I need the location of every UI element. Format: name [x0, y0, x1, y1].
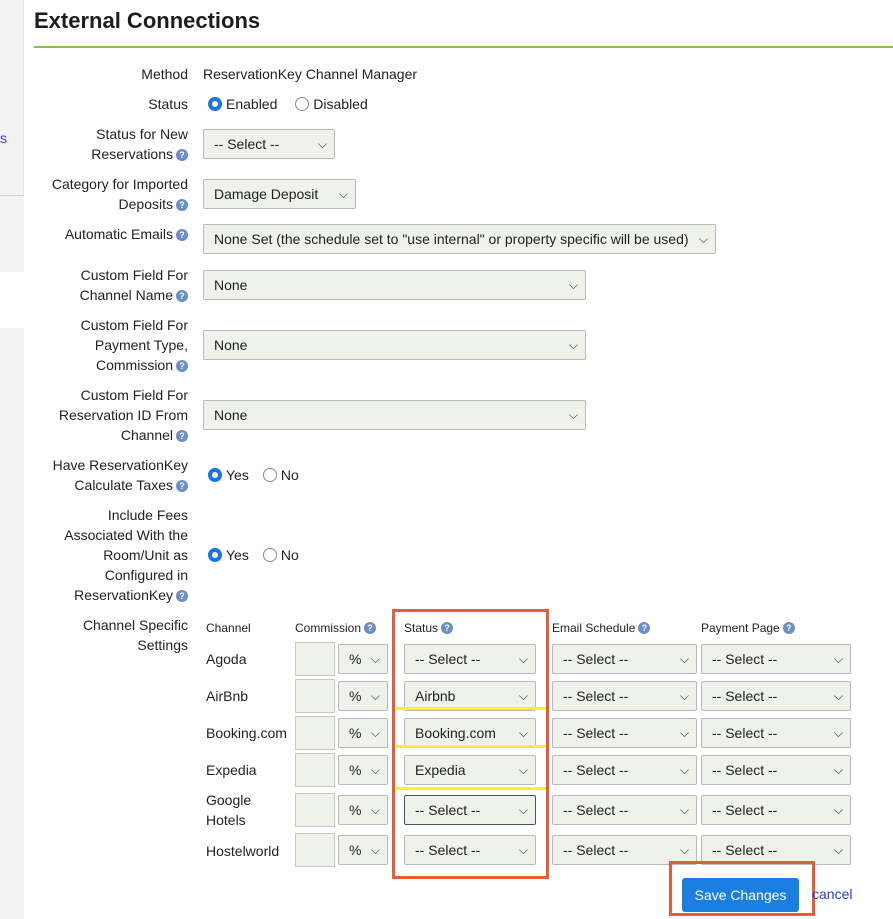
custom-payment-type-select[interactable]: None ⌵ [203, 330, 586, 360]
category-label-line1: Category for Imported [51, 176, 188, 192]
chevron-down-icon: ⌵ [833, 726, 843, 740]
label-line: Associated With the [64, 527, 188, 543]
header-email-schedule: Email Schedule ? [552, 621, 650, 635]
label-line: Settings [137, 637, 188, 653]
chevron-down-icon: ⌵ [698, 232, 708, 246]
calc-taxes-yes-radio[interactable] [208, 468, 222, 482]
header-channel: Channel [206, 621, 251, 635]
sidebar-panel-mid [0, 196, 24, 272]
commission-input[interactable] [295, 642, 335, 676]
help-icon[interactable]: ? [176, 360, 188, 372]
channel-status-select[interactable]: Booking.com ⌵ [404, 718, 536, 748]
channel-name: Expedia [206, 762, 257, 778]
chevron-down-icon: ⌵ [518, 689, 528, 703]
save-changes-button[interactable]: Save Changes [682, 878, 799, 912]
payment-page-select[interactable]: -- Select -- ⌵ [701, 718, 851, 748]
channel-name: Agoda [206, 651, 247, 667]
commission-unit-select[interactable]: % ⌵ [338, 795, 388, 825]
channel-settings-label [83, 615, 188, 655]
sidebar-link[interactable]: s [0, 130, 7, 146]
category-deposits-select[interactable]: Damage Deposit ⌵ [203, 179, 356, 209]
label-line: Custom Field For [80, 387, 188, 403]
email-schedule-select[interactable]: -- Select -- ⌵ [552, 835, 697, 865]
email-schedule-select[interactable]: -- Select -- ⌵ [552, 681, 697, 711]
chevron-down-icon: ⌵ [679, 843, 689, 857]
payment-page-select[interactable]: -- Select -- ⌵ [701, 755, 851, 785]
channel-status-select[interactable]: Expedia ⌵ [404, 755, 536, 785]
chevron-down-icon: ⌵ [317, 137, 327, 151]
chevron-down-icon: ⌵ [370, 803, 380, 817]
page-title: External Connections [34, 8, 261, 33]
channel-name: AirBnb [206, 688, 249, 704]
status-disabled-label[interactable]: Disabled [313, 96, 368, 112]
help-icon[interactable]: ? [638, 622, 650, 634]
payment-page-select[interactable]: -- Select -- ⌵ [701, 795, 851, 825]
cancel-link[interactable]: cancel [812, 886, 853, 902]
chevron-down-icon: ⌵ [338, 187, 348, 201]
label-line: Channel [120, 427, 173, 443]
label-line: Room/Unit as [103, 547, 188, 563]
custom-channel-name-label [80, 265, 188, 305]
chevron-down-icon: ⌵ [370, 689, 380, 703]
commission-unit-select[interactable]: % ⌵ [338, 835, 388, 865]
email-schedule-select[interactable]: -- Select -- ⌵ [552, 644, 697, 674]
chevron-down-icon: ⌵ [833, 689, 843, 703]
status-enabled-label[interactable]: Enabled [226, 96, 278, 112]
channel-status-select[interactable]: -- Select -- ⌵ [404, 795, 536, 825]
category-deposits-label [52, 174, 188, 214]
chevron-down-icon: ⌵ [833, 843, 843, 857]
help-icon[interactable]: ? [176, 290, 188, 302]
help-icon[interactable]: ? [783, 622, 795, 634]
chevron-down-icon: ⌵ [568, 278, 578, 292]
status-new-label-line2: Reservations [91, 146, 173, 162]
help-icon[interactable]: ? [176, 199, 188, 211]
help-icon[interactable]: ? [176, 229, 188, 241]
status-new-label-line1: Status for New [96, 126, 188, 142]
help-icon[interactable]: ? [176, 149, 188, 161]
status-new-select[interactable]: -- Select -- ⌵ [203, 129, 335, 159]
email-schedule-select[interactable]: -- Select -- ⌵ [552, 755, 697, 785]
status-column-highlight [392, 609, 549, 879]
commission-input[interactable] [295, 833, 335, 867]
calc-taxes-yes-label[interactable]: Yes [226, 467, 249, 483]
help-icon[interactable]: ? [176, 480, 188, 492]
calc-taxes-no-label[interactable]: No [280, 467, 299, 483]
status-disabled-radio[interactable] [295, 97, 309, 111]
channel-name-line2: Hotels [206, 812, 246, 828]
chevron-down-icon: ⌵ [370, 652, 380, 666]
chevron-down-icon: ⌵ [370, 843, 380, 857]
chevron-down-icon: ⌵ [518, 763, 528, 777]
chevron-down-icon: ⌵ [518, 843, 528, 857]
title-divider [34, 46, 893, 48]
commission-input[interactable] [295, 753, 335, 787]
calc-taxes-no-radio[interactable] [263, 468, 277, 482]
header-status: Status ? [404, 621, 453, 635]
calc-taxes-radio-group [208, 465, 313, 485]
label-line: Include Fees [107, 507, 188, 523]
email-schedule-select[interactable]: -- Select -- ⌵ [552, 795, 697, 825]
help-icon[interactable]: ? [176, 430, 188, 442]
label-line: Payment Type, [94, 337, 188, 353]
method-label: Method [141, 66, 188, 82]
chevron-down-icon: ⌵ [568, 408, 578, 422]
commission-input[interactable] [295, 716, 335, 750]
commission-input[interactable] [295, 793, 335, 827]
status-radio-group [208, 94, 382, 114]
commission-unit-select[interactable]: % ⌵ [338, 644, 388, 674]
status-new-label [91, 124, 188, 164]
channel-name: Hostelworld [206, 843, 280, 859]
method-value: ReservationKey Channel Manager [203, 66, 418, 82]
payment-page-select[interactable]: -- Select -- ⌵ [701, 681, 851, 711]
category-label-line2: Deposits [118, 196, 173, 212]
sidebar-panel-bottom [0, 328, 24, 919]
custom-reservation-id-label [59, 385, 188, 445]
chevron-down-icon: ⌵ [833, 652, 843, 666]
sidebar-panel [0, 0, 24, 196]
channel-name-line1: Google [206, 792, 252, 808]
payment-page-select[interactable]: -- Select -- ⌵ [701, 644, 851, 674]
label-line: Calculate Taxes [74, 477, 173, 493]
chevron-down-icon: ⌵ [370, 726, 380, 740]
chevron-down-icon: ⌵ [679, 726, 689, 740]
status-label: Status [148, 96, 188, 112]
custom-payment-type-label [81, 315, 188, 375]
custom-channel-name-select[interactable]: None ⌵ [203, 270, 586, 300]
chevron-down-icon: ⌵ [679, 803, 689, 817]
chevron-down-icon: ⌵ [679, 652, 689, 666]
chevron-down-icon: ⌵ [370, 763, 380, 777]
label-line: Reservation ID From [58, 407, 188, 423]
label-line: Commission [95, 357, 173, 373]
help-icon[interactable]: ? [176, 590, 188, 602]
include-fees-no-label[interactable]: No [280, 547, 299, 563]
include-fees-no-radio[interactable] [263, 548, 277, 562]
channel-status-select[interactable]: -- Select -- ⌵ [404, 835, 536, 865]
automatic-emails-label: Automatic Emails ? [65, 224, 188, 244]
label-line: Custom Field For [80, 317, 188, 333]
chevron-down-icon: ⌵ [833, 763, 843, 777]
label-line: Channel Specific [82, 617, 188, 633]
commission-unit-select[interactable]: % ⌵ [338, 681, 388, 711]
automatic-emails-select[interactable]: None Set (the schedule set to "use internal" or property specific will be used) ⌵ [203, 224, 716, 254]
chevron-down-icon: ⌵ [679, 763, 689, 777]
email-schedule-select[interactable]: -- Select -- ⌵ [552, 718, 697, 748]
status-enabled-radio[interactable] [208, 97, 222, 111]
commission-unit-select[interactable]: % ⌵ [338, 755, 388, 785]
label-line: Configured in [104, 567, 188, 583]
label-line: Custom Field For [80, 267, 188, 283]
custom-reservation-id-select[interactable]: None ⌵ [203, 400, 586, 430]
include-fees-label [64, 505, 188, 605]
channel-status-select[interactable]: -- Select -- ⌵ [404, 644, 536, 674]
channel-status-select[interactable]: Airbnb ⌵ [404, 681, 536, 711]
include-fees-yes-radio[interactable] [208, 548, 222, 562]
chevron-down-icon: ⌵ [518, 803, 528, 817]
commission-input[interactable] [295, 679, 335, 713]
help-icon[interactable]: ? [364, 622, 376, 634]
chevron-down-icon: ⌵ [518, 652, 528, 666]
header-commission: Commission ? [295, 621, 376, 635]
chevron-down-icon: ⌵ [518, 726, 528, 740]
chevron-down-icon: ⌵ [568, 338, 578, 352]
chevron-down-icon: ⌵ [679, 689, 689, 703]
include-fees-radio-group [208, 545, 313, 565]
label-line: Have ReservationKey [52, 457, 188, 473]
channel-name [206, 790, 251, 830]
header-payment-page: Payment Page ? [701, 621, 795, 635]
payment-page-select[interactable]: -- Select -- ⌵ [701, 835, 851, 865]
label-line: Channel Name [79, 287, 173, 303]
label-line: ReservationKey [74, 587, 173, 603]
channel-name: Booking.com [206, 725, 287, 741]
commission-unit-select[interactable]: % ⌵ [338, 718, 388, 748]
include-fees-yes-label[interactable]: Yes [226, 547, 249, 563]
calc-taxes-label [53, 455, 188, 495]
chevron-down-icon: ⌵ [833, 803, 843, 817]
help-icon[interactable]: ? [441, 622, 453, 634]
